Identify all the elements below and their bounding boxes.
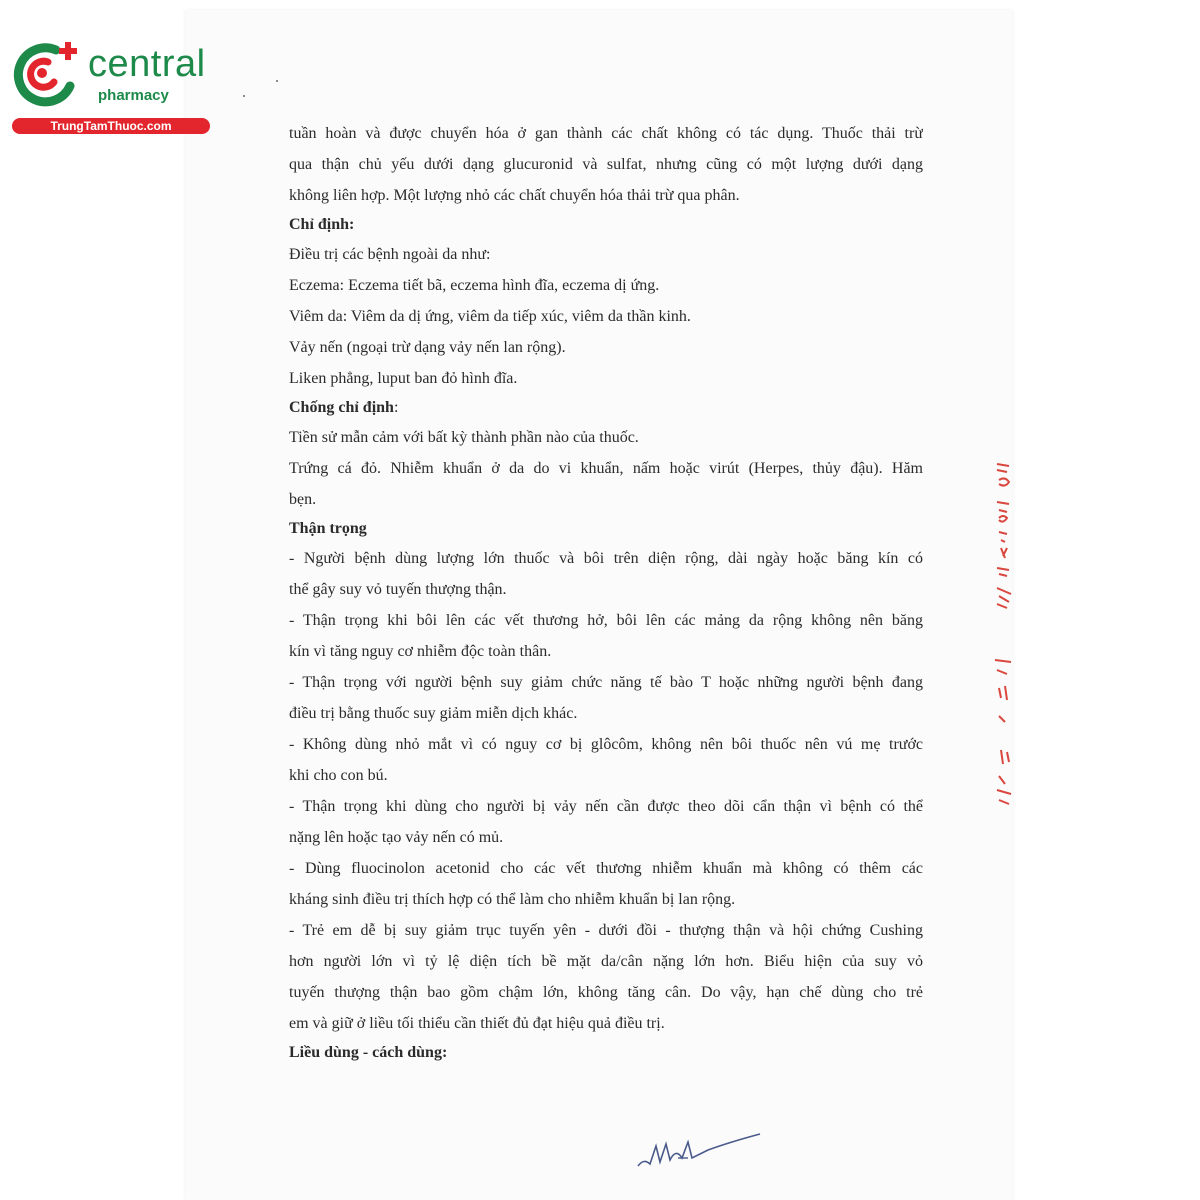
body-line: Eczema: Eczema tiết bã, eczema hình đĩa, eczema dị ứng.: [289, 277, 660, 294]
body-line: - Người bệnh dùng lượng lớn thuốc và bôi trên diện rộng, dài ngày hoặc băng kín có: [289, 550, 923, 567]
body-line: không liên hợp. Một lượng nhỏ các chất chuyển hóa thải trừ qua phân.: [289, 187, 740, 204]
body-line: em và giữ ở liều tối thiểu cần thiết đủ đạt hiệu quả điều trị.: [289, 1015, 665, 1032]
body-line: - Thận trọng khi dùng cho người bị vảy nến cần được theo dõi cẩn thận vì bệnh có thể: [289, 798, 923, 815]
body-line: tuần hoàn và được chuyển hóa ở gan thành các chất không có tác dụng. Thuốc thải trừ: [289, 125, 923, 142]
body-line: bẹn.: [289, 491, 317, 508]
body-line: kín vì tăng nguy cơ nhiễm độc toàn thân.: [289, 643, 552, 660]
section-heading-contraindications: [289, 394, 923, 422]
scan-speck: [276, 80, 278, 82]
body-line: qua thận chủ yếu dưới dạng glucuronid và sulfat, nhưng cũng có một lượng dưới dạng: [289, 156, 923, 173]
scan-speck: [243, 95, 245, 97]
body-line: - Dùng fluocinolon acetonid cho các vết thương nhiễm khuẩn mà không có thêm các: [289, 860, 923, 877]
central-pharmacy-logo[interactable]: [10, 38, 215, 136]
section-heading-indications: Chỉ định:: [289, 216, 355, 233]
red-stamp-fragment: [985, 460, 1015, 810]
body-line: nặng lên hoặc tạo vảy nến có mủ.: [289, 829, 504, 846]
document-body: [289, 118, 923, 1067]
logo-url[interactable]: TrungTamThuoc.com: [12, 118, 210, 134]
body-line: khi cho con bú.: [289, 767, 388, 784]
section-heading-dosage: Liều dùng - cách dùng:: [289, 1044, 448, 1061]
body-line: thể gây suy vỏ tuyến thượng thận.: [289, 581, 507, 598]
body-line: tuyến thượng thận bao gồm chậm lớn, không tăng cân. Do vậy, hạn chế dùng cho trẻ: [289, 984, 923, 1001]
logo-subtitle: pharmacy: [98, 87, 169, 104]
body-line: Trứng cá đỏ. Nhiễm khuẩn ở da do vi khuẩn, nấm hoặc virút (Herpes, thủy đậu). Hăm: [289, 460, 923, 477]
signature: [630, 1128, 770, 1176]
logo-name: central: [88, 43, 206, 85]
body-line: - Trẻ em dễ bị suy giảm trục tuyến yên - dưới đồi - thượng thận và hội chứng Cushing: [289, 922, 923, 939]
section-heading-precautions: Thận trọng: [289, 520, 367, 537]
pharmacy-cross-icon: [10, 38, 90, 108]
body-line: Vảy nến (ngoại trừ dạng vảy nến lan rộng).: [289, 339, 566, 356]
heading-colon: :: [393, 399, 399, 416]
body-line: Tiền sử mẫn cảm với bất kỳ thành phần nào của thuốc.: [289, 429, 639, 446]
body-line: Viêm da: Viêm da dị ứng, viêm da tiếp xúc, viêm da thần kinh.: [289, 308, 691, 325]
body-line: Điều trị các bệnh ngoài da như:: [289, 246, 491, 263]
body-line: - Không dùng nhỏ mắt vì có nguy cơ bị glôcôm, không nên bôi thuốc nên vú mẹ trước: [289, 736, 923, 753]
body-line: hơn người lớn vì tỷ lệ diện tích bề mặt da/cân nặng lớn hơn. Biểu hiện của suy vỏ: [289, 953, 923, 970]
body-line: điều trị bằng thuốc suy giảm miễn dịch khác.: [289, 705, 578, 722]
body-line: - Thận trọng với người bệnh suy giảm chức năng tế bào T hoặc những người bệnh đang: [289, 674, 923, 691]
body-line: kháng sinh điều trị thích hợp có thể làm cho nhiễm khuẩn bị lan rộng.: [289, 891, 736, 908]
heading-text: Chống chỉ định: [289, 399, 394, 416]
body-line: - Thận trọng khi bôi lên các vết thương hở, bôi lên các mảng da rộng không nên băng: [289, 612, 923, 629]
body-line: Liken phẳng, luput ban đỏ hình đĩa.: [289, 370, 518, 387]
